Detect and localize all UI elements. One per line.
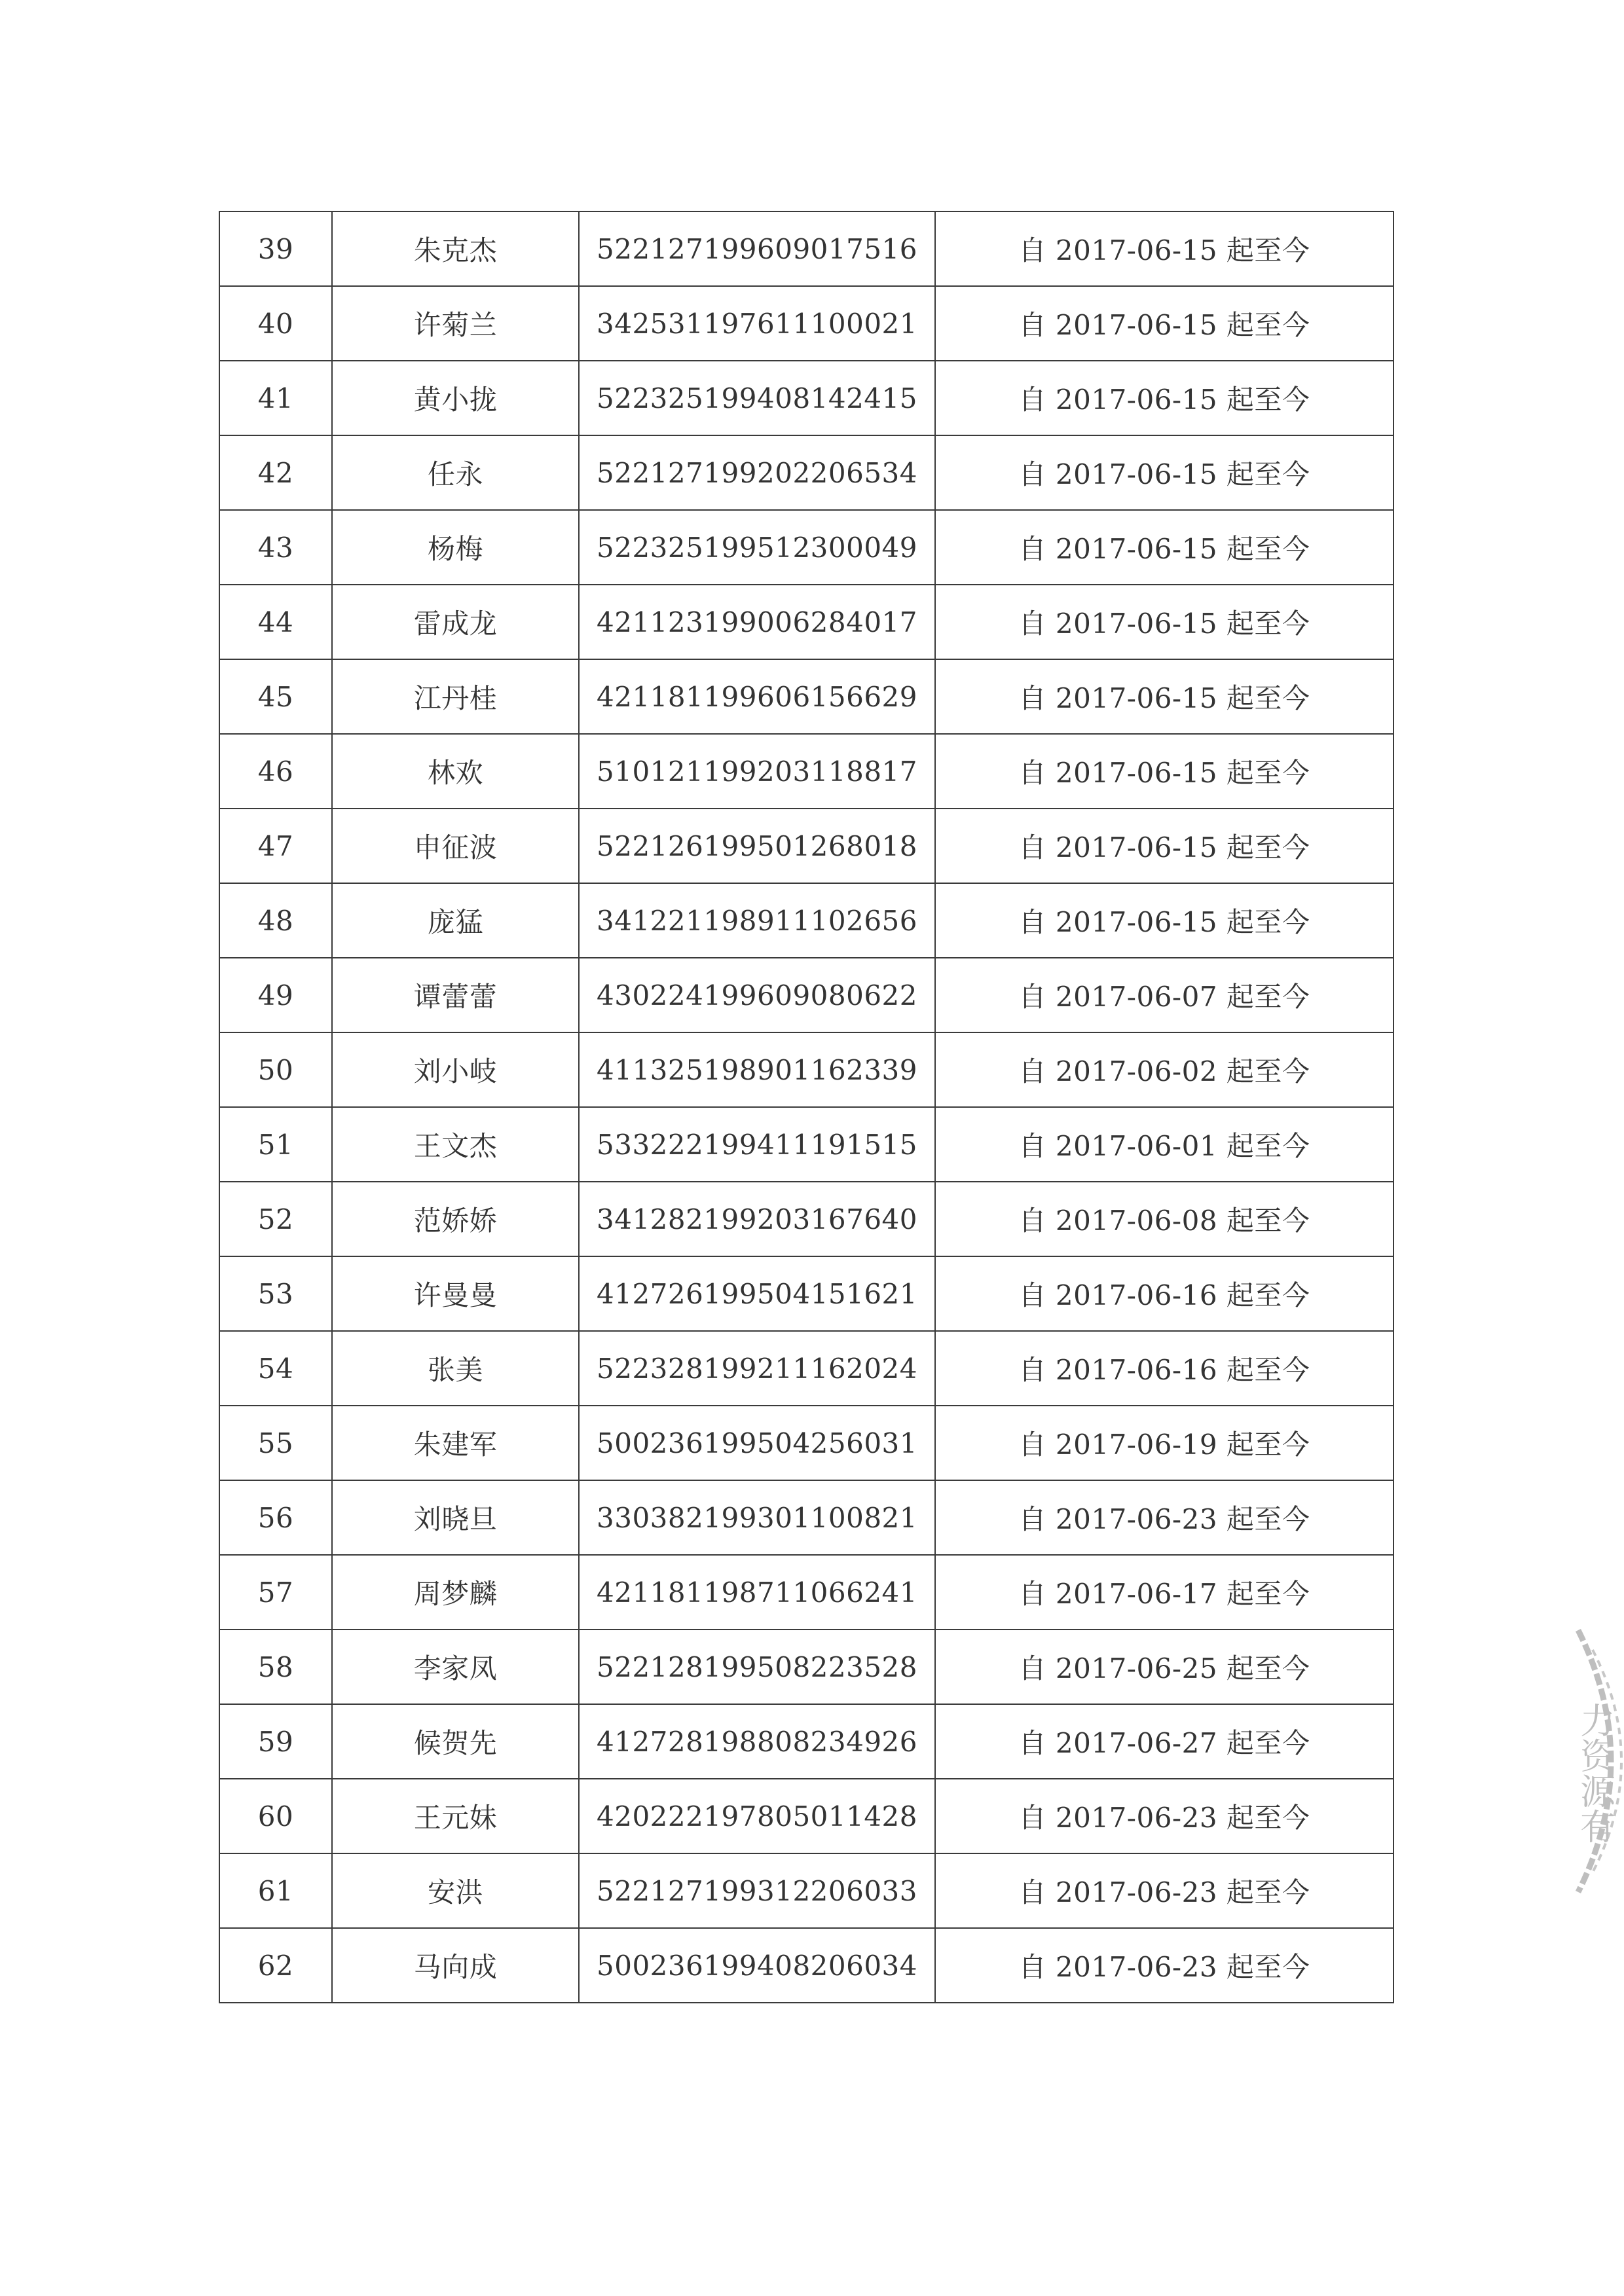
employee-name-cell: 谭蕾蕾 xyxy=(332,958,579,1032)
id-number-cell: 412728198808234926 xyxy=(579,1704,935,1779)
table-row xyxy=(219,1182,1393,1256)
row-index-cell: 49 xyxy=(219,958,332,1032)
employee-name-cell: 朱建军 xyxy=(332,1406,579,1480)
employment-period-cell: 自 2017-06-15 起至今 xyxy=(935,435,1393,510)
id-number-cell: 522126199501268018 xyxy=(579,809,935,883)
employment-period-cell: 自 2017-06-07 起至今 xyxy=(935,958,1393,1032)
table-row xyxy=(219,1107,1393,1182)
employment-period-cell: 自 2017-06-15 起至今 xyxy=(935,361,1393,435)
id-number-cell: 412726199504151621 xyxy=(579,1256,935,1331)
table-row xyxy=(219,1331,1393,1406)
employee-name-cell: 张美 xyxy=(332,1331,579,1406)
table-row xyxy=(219,1704,1393,1779)
table-row xyxy=(219,1032,1393,1107)
row-index-cell: 58 xyxy=(219,1630,332,1704)
table-row xyxy=(219,1779,1393,1853)
employee-name-cell: 许菊兰 xyxy=(332,286,579,361)
id-number-cell: 533222199411191515 xyxy=(579,1107,935,1182)
id-number-cell: 510121199203118817 xyxy=(579,734,935,809)
table-row xyxy=(219,659,1393,734)
row-index-cell: 51 xyxy=(219,1107,332,1182)
employment-period-cell: 自 2017-06-15 起至今 xyxy=(935,510,1393,585)
table-row xyxy=(219,286,1393,361)
id-number-cell: 522127199609017516 xyxy=(579,211,935,286)
employee-name-cell: 朱克杰 xyxy=(332,211,579,286)
employee-name-cell: 江丹桂 xyxy=(332,659,579,734)
id-number-cell: 430224199609080622 xyxy=(579,958,935,1032)
employment-period-cell: 自 2017-06-16 起至今 xyxy=(935,1331,1393,1406)
employment-period-cell: 自 2017-06-16 起至今 xyxy=(935,1256,1393,1331)
id-number-cell: 522328199211162024 xyxy=(579,1331,935,1406)
employee-name-cell: 许曼曼 xyxy=(332,1256,579,1331)
employment-period-cell: 自 2017-06-17 起至今 xyxy=(935,1555,1393,1630)
employment-period-cell: 自 2017-06-01 起至今 xyxy=(935,1107,1393,1182)
id-number-cell: 342531197611100021 xyxy=(579,286,935,361)
employment-period-cell: 自 2017-06-15 起至今 xyxy=(935,659,1393,734)
partial-seal-stamp xyxy=(1552,1624,1624,1899)
row-index-cell: 39 xyxy=(219,211,332,286)
employment-period-cell: 自 2017-06-15 起至今 xyxy=(935,211,1393,286)
table-row xyxy=(219,510,1393,585)
employment-period-cell: 自 2017-06-25 起至今 xyxy=(935,1630,1393,1704)
id-number-cell: 330382199301100821 xyxy=(579,1480,935,1555)
row-index-cell: 54 xyxy=(219,1331,332,1406)
table-row xyxy=(219,1928,1393,2003)
table-row xyxy=(219,883,1393,958)
employment-period-cell: 自 2017-06-23 起至今 xyxy=(935,1480,1393,1555)
employee-name-cell: 林欢 xyxy=(332,734,579,809)
table-row xyxy=(219,1406,1393,1480)
id-number-cell: 341221198911102656 xyxy=(579,883,935,958)
employment-period-cell: 自 2017-06-23 起至今 xyxy=(935,1779,1393,1853)
id-number-cell: 522325199512300049 xyxy=(579,510,935,585)
row-index-cell: 41 xyxy=(219,361,332,435)
table-row xyxy=(219,1555,1393,1630)
employee-roster-table xyxy=(219,211,1394,2003)
employee-name-cell: 庞猛 xyxy=(332,883,579,958)
row-index-cell: 57 xyxy=(219,1555,332,1630)
row-index-cell: 46 xyxy=(219,734,332,809)
employee-name-cell: 马向成 xyxy=(332,1928,579,2003)
employment-period-cell: 自 2017-06-27 起至今 xyxy=(935,1704,1393,1779)
row-index-cell: 48 xyxy=(219,883,332,958)
row-index-cell: 40 xyxy=(219,286,332,361)
employment-period-cell: 自 2017-06-15 起至今 xyxy=(935,585,1393,659)
employee-name-cell: 雷成龙 xyxy=(332,585,579,659)
table-row xyxy=(219,809,1393,883)
table-row xyxy=(219,361,1393,435)
row-index-cell: 60 xyxy=(219,1779,332,1853)
row-index-cell: 53 xyxy=(219,1256,332,1331)
roster-table-body xyxy=(219,211,1393,2003)
employment-period-cell: 自 2017-06-15 起至今 xyxy=(935,883,1393,958)
employee-name-cell: 李家凤 xyxy=(332,1630,579,1704)
row-index-cell: 47 xyxy=(219,809,332,883)
employee-name-cell: 安洪 xyxy=(332,1853,579,1928)
row-index-cell: 43 xyxy=(219,510,332,585)
employee-name-cell: 周梦麟 xyxy=(332,1555,579,1630)
employment-period-cell: 自 2017-06-23 起至今 xyxy=(935,1853,1393,1928)
employee-name-cell: 刘晓旦 xyxy=(332,1480,579,1555)
employment-period-cell: 自 2017-06-15 起至今 xyxy=(935,809,1393,883)
seal-text: 力资源有 xyxy=(1574,1702,1616,1844)
table-row xyxy=(219,211,1393,286)
id-number-cell: 522128199508223528 xyxy=(579,1630,935,1704)
table-row xyxy=(219,1480,1393,1555)
employment-period-cell: 自 2017-06-02 起至今 xyxy=(935,1032,1393,1107)
id-number-cell: 500236199408206034 xyxy=(579,1928,935,2003)
employment-period-cell: 自 2017-06-15 起至今 xyxy=(935,734,1393,809)
employment-period-cell: 自 2017-06-19 起至今 xyxy=(935,1406,1393,1480)
employee-name-cell: 候贺先 xyxy=(332,1704,579,1779)
id-number-cell: 421181199606156629 xyxy=(579,659,935,734)
employee-name-cell: 申征波 xyxy=(332,809,579,883)
id-number-cell: 420222197805011428 xyxy=(579,1779,935,1853)
employee-name-cell: 黄小拢 xyxy=(332,361,579,435)
id-number-cell: 500236199504256031 xyxy=(579,1406,935,1480)
table-row xyxy=(219,734,1393,809)
table-row xyxy=(219,585,1393,659)
table-row xyxy=(219,1256,1393,1331)
employee-name-cell: 王元妹 xyxy=(332,1779,579,1853)
employee-name-cell: 刘小岐 xyxy=(332,1032,579,1107)
id-number-cell: 411325198901162339 xyxy=(579,1032,935,1107)
row-index-cell: 61 xyxy=(219,1853,332,1928)
id-number-cell: 421181198711066241 xyxy=(579,1555,935,1630)
row-index-cell: 42 xyxy=(219,435,332,510)
employee-name-cell: 范娇娇 xyxy=(332,1182,579,1256)
row-index-cell: 62 xyxy=(219,1928,332,2003)
row-index-cell: 44 xyxy=(219,585,332,659)
employment-period-cell: 自 2017-06-15 起至今 xyxy=(935,286,1393,361)
id-number-cell: 522127199312206033 xyxy=(579,1853,935,1928)
employment-period-cell: 自 2017-06-23 起至今 xyxy=(935,1928,1393,2003)
id-number-cell: 522325199408142415 xyxy=(579,361,935,435)
row-index-cell: 52 xyxy=(219,1182,332,1256)
row-index-cell: 45 xyxy=(219,659,332,734)
table-row xyxy=(219,435,1393,510)
table-row xyxy=(219,1853,1393,1928)
table-row xyxy=(219,958,1393,1032)
employee-name-cell: 任永 xyxy=(332,435,579,510)
id-number-cell: 522127199202206534 xyxy=(579,435,935,510)
employment-period-cell: 自 2017-06-08 起至今 xyxy=(935,1182,1393,1256)
row-index-cell: 56 xyxy=(219,1480,332,1555)
row-index-cell: 55 xyxy=(219,1406,332,1480)
employee-name-cell: 王文杰 xyxy=(332,1107,579,1182)
employee-name-cell: 杨梅 xyxy=(332,510,579,585)
table-row xyxy=(219,1630,1393,1704)
id-number-cell: 341282199203167640 xyxy=(579,1182,935,1256)
row-index-cell: 59 xyxy=(219,1704,332,1779)
row-index-cell: 50 xyxy=(219,1032,332,1107)
id-number-cell: 421123199006284017 xyxy=(579,585,935,659)
